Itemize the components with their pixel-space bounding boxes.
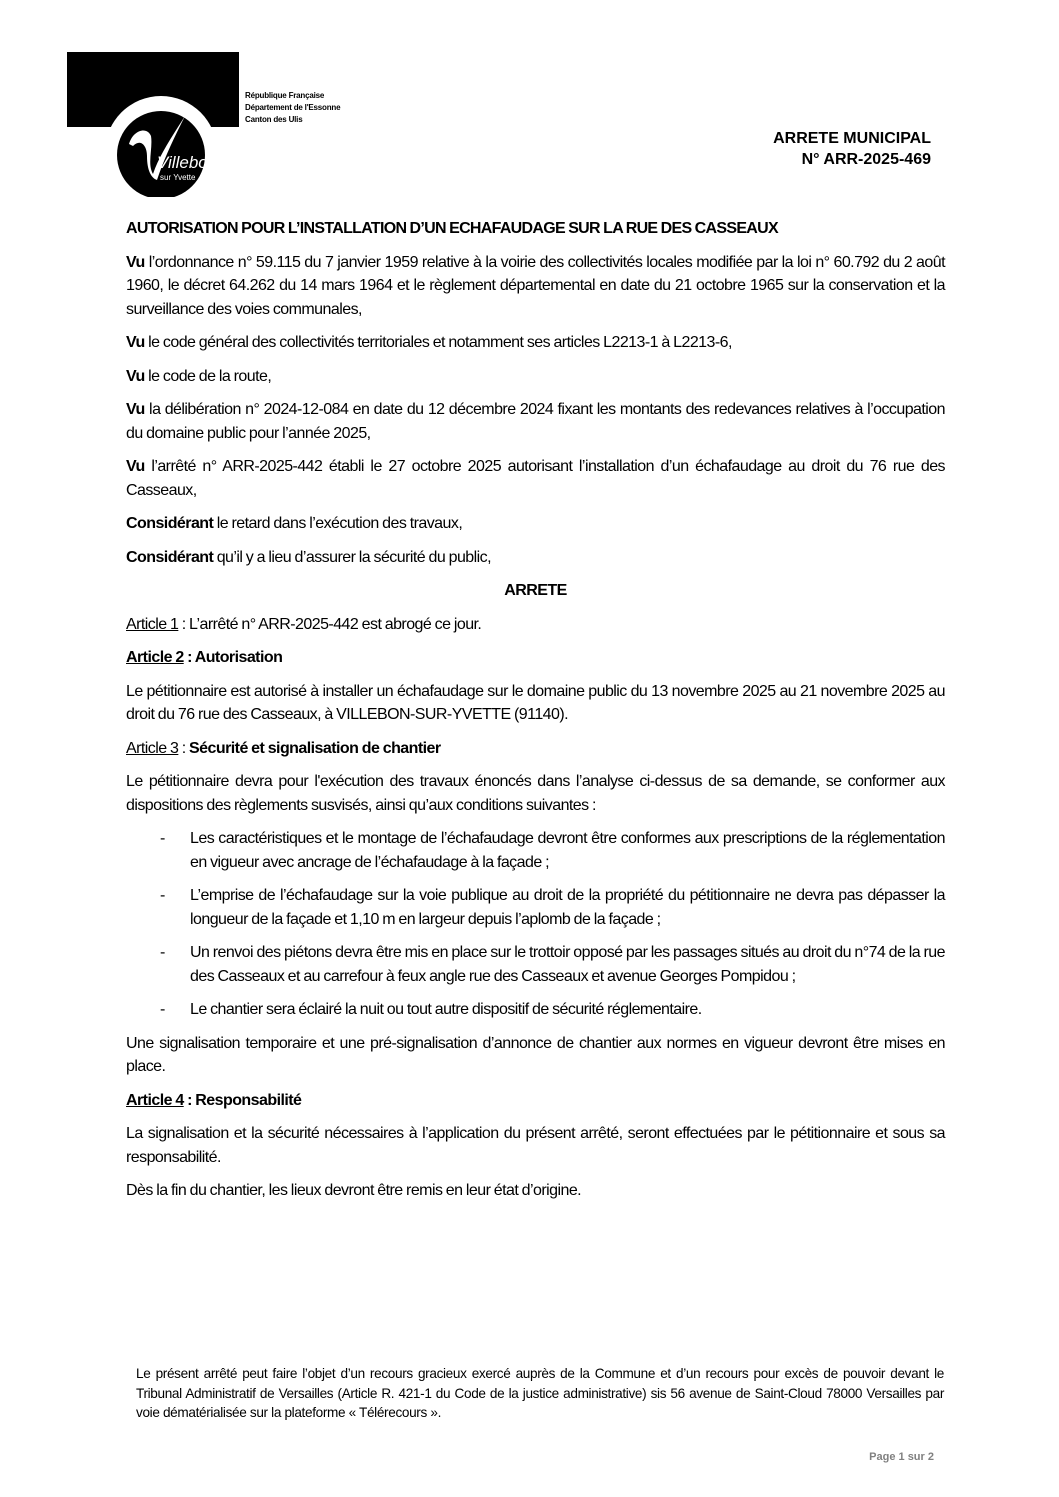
- list-dash: -: [160, 830, 165, 847]
- arrete-number: N° ARR-2025-469: [801, 151, 931, 168]
- condition-item: [126, 941, 945, 988]
- conditions-list: [126, 827, 945, 1022]
- article-4-heading: [126, 1089, 945, 1113]
- page-number: Page 1 sur 2: [869, 1451, 934, 1463]
- article-separator: :: [178, 739, 190, 757]
- preamble-text: qu’il y a lieu d’assurer la sécurité du public,: [213, 548, 491, 566]
- recourse-note: Le présent arrêté peut faire l’objet d’un recours gracieux exercé auprès de la Commune et d’un recours pour excès de pouvoir devant le Tribunal Administratif de Versailles (Article R. 421-1 du Code de la justice administrative) sis 56 avenue de Saint-Cloud 78000 Versailles par voie dématérialisée sur la plateforme « Télérecours ».: [136, 1366, 944, 1420]
- article-title: Autorisation: [194, 649, 283, 666]
- document-body: [126, 217, 945, 1213]
- logo-text-sub: sur Yvette: [160, 173, 196, 182]
- article-label: Article 2: [126, 649, 184, 666]
- list-dash: -: [160, 1001, 165, 1018]
- preamble-text: l’arrêté n° ARR-2025-442 établi le 27 octobre 2025 autorisant l’installation d’un échafaudage au droit du 76 rue des Casseaux,: [126, 458, 945, 499]
- article-2-heading: [126, 646, 945, 670]
- article-title: Responsabilité: [195, 1091, 302, 1109]
- article-label: Article 3: [126, 739, 179, 757]
- preamble-lead: Vu: [126, 401, 145, 418]
- preamble-lead: Vu: [126, 458, 145, 475]
- preamble-vu-ordonnance: [126, 251, 945, 322]
- article-label: Article 4: [126, 1091, 184, 1109]
- preamble-text: le code général des collectivités territoriales et notamment ses articles L2213-1 à L2213-6,: [144, 334, 732, 351]
- condition-text: Un renvoi des piétons devra être mis en place sur le trottoir opposé par les passages situés au droit du n°74 de la rue des Casseaux et au carrefour à feux angle rue des Casseaux et avenue Georges Pompidou ;: [190, 944, 945, 985]
- article-2-body: Le pétitionnaire est autorisé à installer un échafaudage sur le domaine public du 13 novembre 2025 au 21 novembre 2025 au droit du 76 rue des Casseaux, à VILLEBON-SUR-YVETTE (91140).: [126, 682, 945, 723]
- article-label: Article 1: [126, 615, 179, 633]
- article-3-after: Une signalisation temporaire et une pré-signalisation d’annonce de chantier aux normes en vigueur devront être mises en place.: [126, 1034, 945, 1075]
- document-title: AUTORISATION POUR L’INSTALLATION D’UN ECHAFAUDAGE SUR LA RUE DES CASSEAUX: [126, 220, 778, 237]
- preamble-text: l’ordonnance n° 59.115 du 7 janvier 1959 relative à la voirie des collectivités locales modifiée par la loi n° 60.792 du 2 août 1960, le décret 64.262 du 14 mars 1964 et le règlement départemental en date du 21 octobre 1965 sur la conservation et la surveillance des voies communales,: [126, 253, 945, 318]
- article-4-body: La signalisation et la sécurité nécessaires à l’application du présent arrêté, seront effectuées par le pétitionnaire et sous sa responsabilité.: [126, 1125, 945, 1166]
- preamble-text: la délibération n° 2024-12-084 en date du 12 décembre 2024 fixant les montants des redevances relatives à l’occupation du domaine public pour l’année 2025,: [126, 401, 945, 442]
- municipality-info: [245, 90, 340, 126]
- preamble-lead: Considérant: [126, 548, 214, 566]
- villebon-logo-icon: [67, 52, 239, 197]
- preamble-vu-arrete-442: [126, 455, 945, 502]
- preamble-lead: Vu: [126, 367, 145, 385]
- article-1: [126, 613, 945, 637]
- article-title: Sécurité et signalisation de chantier: [189, 739, 441, 757]
- condition-text: Le chantier sera éclairé la nuit ou tout autre dispositif de sécurité réglementaire.: [190, 1001, 702, 1018]
- condition-text: L’emprise de l’échafaudage sur la voie publique au droit de la propriété du pétitionnaire ne devra pas dépasser la longueur de la façade et 1,10 m en largeur depuis l’aplomb de la façade ;: [190, 887, 945, 928]
- preamble-vu-code-route: [126, 365, 945, 389]
- article-separator: :: [178, 615, 190, 633]
- article-text: L’arrêté n° ARR-2025-442 est abrogé ce jour.: [189, 615, 482, 633]
- article-separator: :: [183, 649, 195, 666]
- condition-item: [126, 884, 945, 931]
- condition-text: Les caractéristiques et le montage de l’échafaudage devront être conformes aux prescriptions de la réglementation en vigueur avec ancrage de l’échafaudage à la façade ;: [190, 830, 945, 871]
- article-3-body: Le pétitionnaire devra pour l'exécution des travaux énoncés dans l’analyse ci-dessus de sa demande, se conformer aux dispositions des règlements susvisés, ainsi qu’aux conditions suivantes :: [126, 773, 945, 814]
- preamble-lead: Vu: [126, 253, 145, 271]
- info-line-department: Département de l'Essonne: [245, 103, 341, 112]
- preamble-vu-deliberation: [126, 398, 945, 445]
- preamble-lead: Considérant: [126, 515, 214, 532]
- preamble-text: le retard dans l’exécution des travaux,: [213, 515, 463, 532]
- preamble-considerant-securite: [126, 546, 945, 570]
- preamble-considerant-retard: [126, 512, 945, 536]
- arrete-reference: [773, 128, 931, 170]
- condition-item: [126, 998, 945, 1022]
- list-dash: -: [160, 887, 165, 904]
- article-4-after: Dès la fin du chantier, les lieux devront être remis en leur état d’origine.: [126, 1182, 582, 1199]
- info-line-republic: République Française: [245, 91, 325, 100]
- logo-text-main: Villebon: [157, 153, 218, 172]
- preamble-text: le code de la route,: [144, 367, 272, 385]
- info-line-canton: Canton des Ulis: [245, 115, 303, 124]
- article-3-heading: [126, 737, 945, 761]
- article-separator: :: [183, 1091, 196, 1109]
- condition-item: [126, 827, 945, 874]
- list-dash: -: [160, 944, 165, 961]
- decision-heading: ARRETE: [504, 582, 567, 599]
- preamble-lead: Vu: [126, 334, 145, 351]
- preamble-vu-cgct: [126, 331, 945, 355]
- arrete-type: ARRETE MUNICIPAL: [773, 130, 931, 147]
